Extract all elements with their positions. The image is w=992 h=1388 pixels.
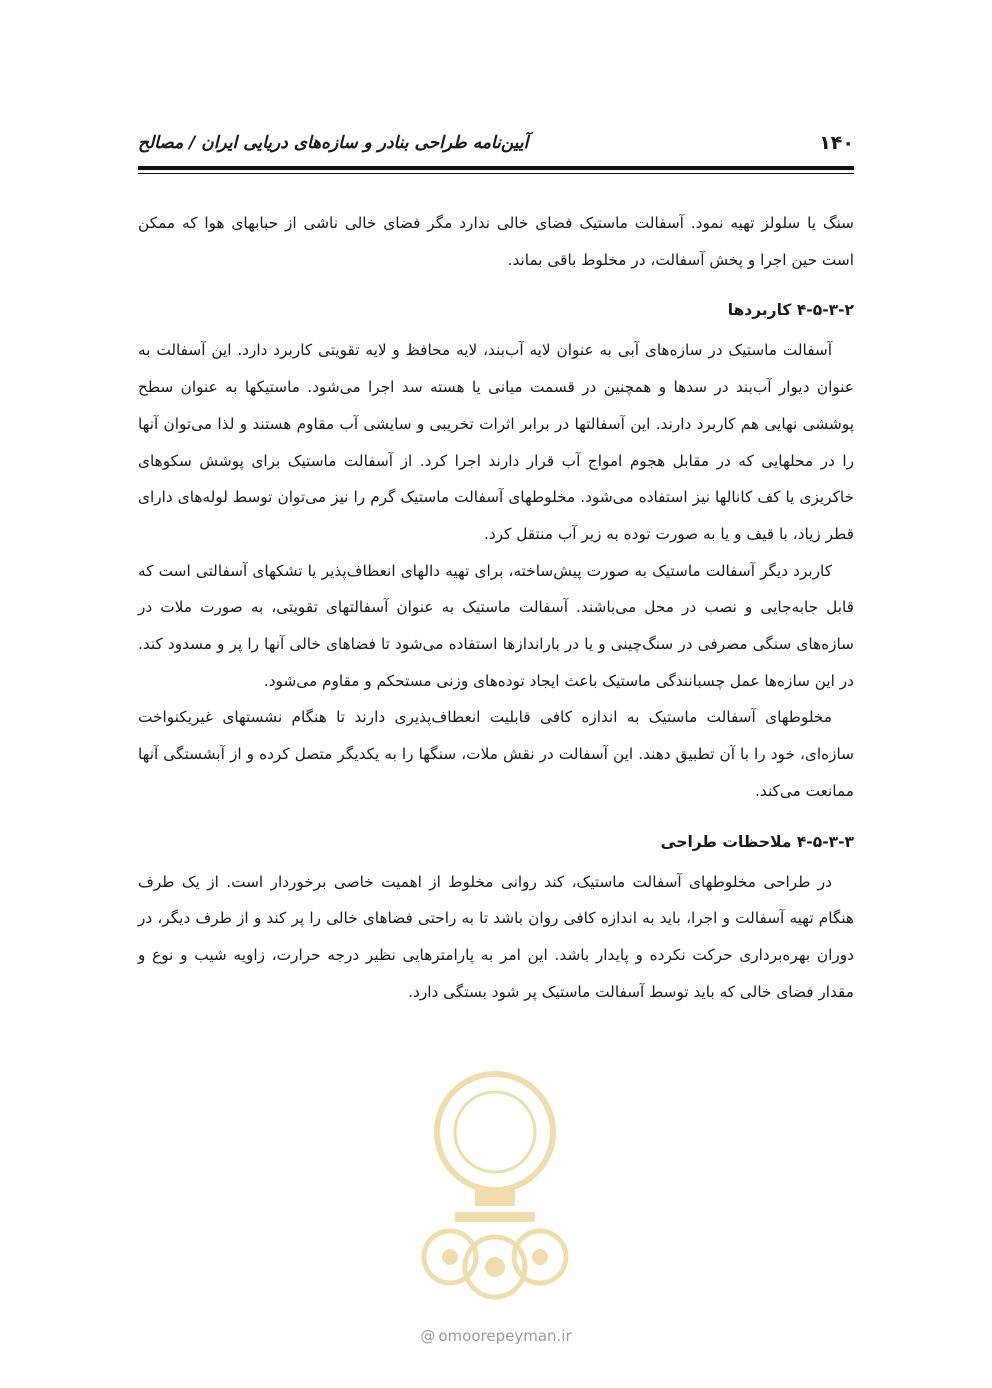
section-heading: ۴-۵-۳-۳ ملاحظات طراحی	[660, 832, 854, 851]
watermark-credit-text: omoorepeyman.ir	[438, 1327, 572, 1345]
page-header	[138, 126, 854, 160]
paragraph: مخلوطهای آسفالت ماستیک به اندازه کافی قابلیت انعطاف‌پذیری دارند تا هنگام نشستهای غیریکنواخت سازه‌ای، خود را با آن تطبیق دهند. این آسفالت در نقش ملات، سنگها را به یکدیگر متصل کرده و از آبشستگی آنها ممانعت می‌کند.	[138, 708, 854, 800]
running-title: آیین‌نامه طراحی بنادر و سازه‌های دریایی ایران / مصالح	[138, 133, 529, 153]
header-rule-thick	[138, 166, 854, 170]
watermark-credit	[398, 1324, 594, 1348]
page-number: ۱۴۰	[819, 132, 854, 154]
paragraph: در طراحی مخلوطهای آسفالت ماستیک، کند روانی مخلوط از اهمیت خاصی برخوردار است. از یک طرف هنگام تهیه آسفالت و اجرا، باید به اندازه کافی روان باشد تا به راحتی فضاهای خالی را پر کند و از طرف دیگر، در دوران بهره‌برداری حرکت نکرده و پایدار باشد. این امر به پارامترهایی نظیر درجه حرارت، زاویه شیب و نوع و مقدار فضای خالی که باید توسط آسفالت ماستیک پر شود بستگی دارد.	[138, 872, 854, 1001]
paragraph: کاربرد دیگر آسفالت ماستیک به صورت پیش‌ساخته، برای تهیه دالهای انعطاف‌پذیر یا تشکهای آسفالتی است که قابل جابه‌جایی و نصب در محل می‌باشند. آسفالت ماستیک به عنوان آسفالتهای تقویتی، به صورت ملات در سازه‌های سنگی مصرفی در سنگ‌چینی و یا در باراندازها استفاده می‌شود تا فضاهای خالی آنها را پر و مسدود کند. در این سازه‌ها عمل چسبانندگی ماستیک باعث ایجاد توده‌های وزنی مستحکم و مقاوم می‌شود.	[138, 561, 854, 690]
body-text	[138, 205, 854, 1010]
section-heading: ۴-۵-۳-۲ کاربردها	[727, 301, 854, 320]
at-sign-icon: @	[420, 1327, 436, 1345]
watermark-seal-logo	[405, 1062, 585, 1312]
paragraph: سنگ یا سلولز تهیه نمود. آسفالت ماستیک فضای خالی ندارد مگر فضای خالی ناشی از حبابهای هوا که ممکن است حین اجرا و پخش آسفالت، در مخلوط باقی بماند.	[138, 214, 854, 269]
paragraph: آسفالت ماستیک در سازه‌های آبی به عنوان لایه آب‌بند، لایه محافظ و لایه تقویتی کاربرد دارد. این آسفالت به عنوان دیوار آب‌بند در سدها و همچنین در قسمت میانی یا هسته سد اجرا می‌شود. ماستیکها به عنوان سطح پوششی نهایی هم کاربرد دارند. این آسفالتها در برابر اثرات تخریبی و سایشی آب مقاوم هستند و لذا می‌توان آنها را در محلهایی که در مقابل هجوم امواج آب قرار دارند اجرا کرد. از آسفالت ماستیک برای پوشش سکوهای خاکریزی یا کف کانالها نیز استفاده می‌شود. مخلوطهای آسفالت ماستیک گرم را نیز می‌توان توسط لوله‌های دارای قطر زیاد، با قیف و یا به صورت توده به زیر آب منتقل کرد.	[138, 341, 854, 543]
header-rule-thin	[138, 173, 854, 174]
